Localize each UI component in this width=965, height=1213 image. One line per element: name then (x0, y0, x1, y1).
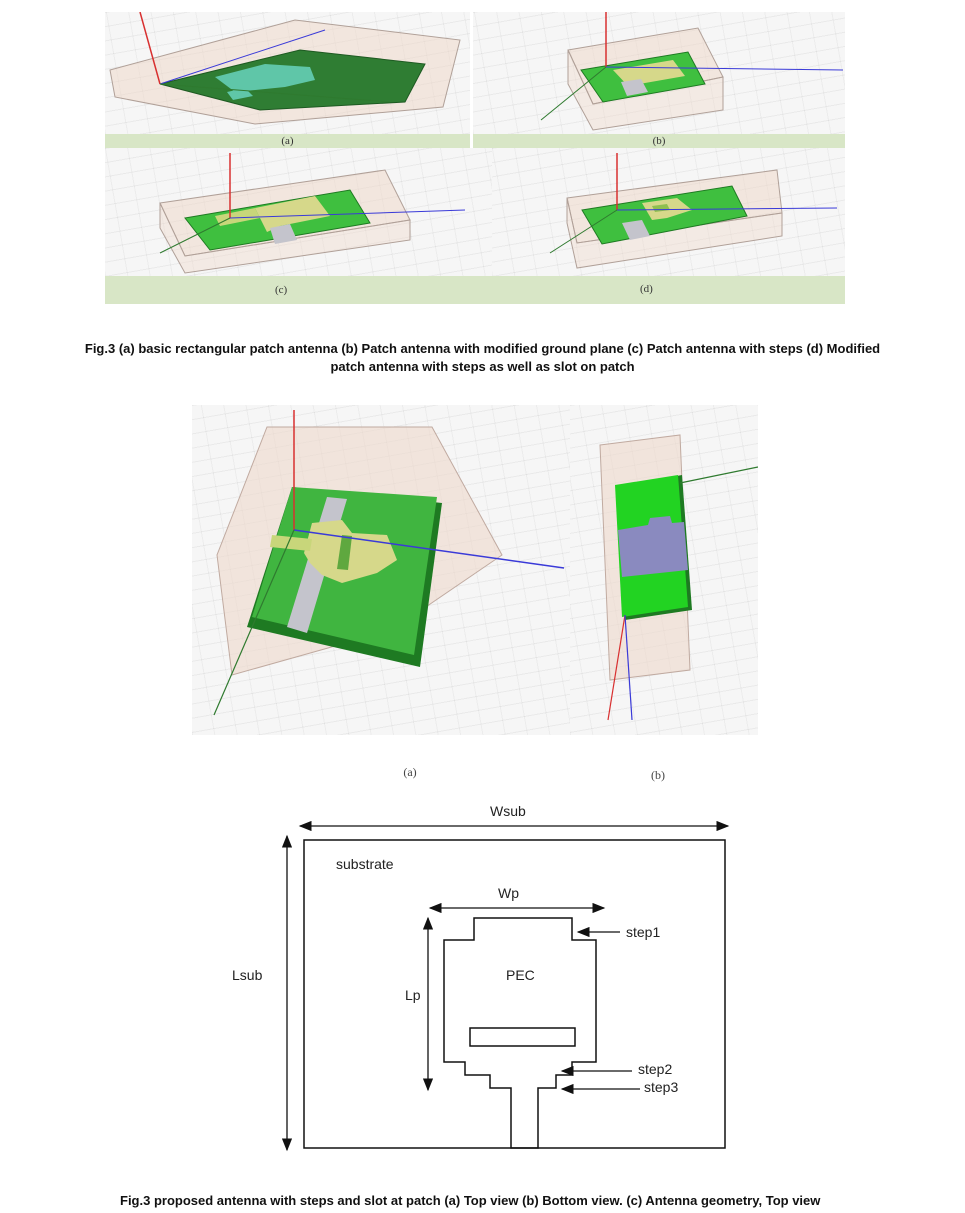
panel-c-label-text: (c) (275, 284, 288, 296)
wsub-label: Wsub (490, 803, 526, 819)
panel-d-render (492, 148, 845, 276)
view-b-label: (b) (651, 768, 665, 782)
view-a-label: (a) (403, 765, 417, 779)
figure-caption-2: Fig.3 proposed antenna with steps and slot at patch (a) Top view (b) Bottom view. (c) Antenna geometry, Top view (120, 1193, 821, 1208)
substrate-label: substrate (336, 856, 394, 872)
lsub-label: Lsub (232, 967, 263, 983)
panel-a-label-text: (a) (281, 135, 294, 147)
panel-b-label-text: (b) (652, 135, 666, 147)
panel-a-render (105, 12, 470, 134)
step1-label: step1 (626, 924, 661, 940)
antenna-geometry-diagram (0, 795, 965, 1165)
panel-c (105, 148, 492, 276)
figure-caption-1 (0, 340, 965, 376)
figure-caption-1-line1: Fig.3 (a) basic rectangular patch antenna (b) Patch antenna with modified ground plane (c) Patch antenna with steps (d) Modified (84, 341, 881, 356)
panel-a (105, 12, 470, 134)
wp-label: Wp (498, 885, 519, 901)
patch-slot (470, 1028, 575, 1046)
panel-b-render (473, 12, 845, 134)
step2-label: step2 (638, 1061, 673, 1077)
panel-a-label (105, 134, 470, 148)
figure-caption-1-line2: patch antenna with steps as well as slot on patch (330, 359, 635, 374)
top-view-render (192, 405, 570, 735)
bottom-view-panel (570, 405, 758, 735)
panel-b-label (473, 134, 845, 148)
top-view-panel (192, 405, 570, 735)
panel-c-render (105, 148, 492, 276)
step3-label: step3 (644, 1079, 679, 1095)
patch-outline (444, 918, 596, 1148)
panel-d-label-text: (d) (640, 283, 653, 295)
panel-d (492, 148, 845, 276)
panel-cd-label (105, 276, 845, 304)
pec-label: PEC (506, 967, 535, 983)
lp-label: Lp (405, 987, 421, 1003)
bottom-view-render (570, 405, 758, 735)
panel-b (473, 12, 845, 134)
